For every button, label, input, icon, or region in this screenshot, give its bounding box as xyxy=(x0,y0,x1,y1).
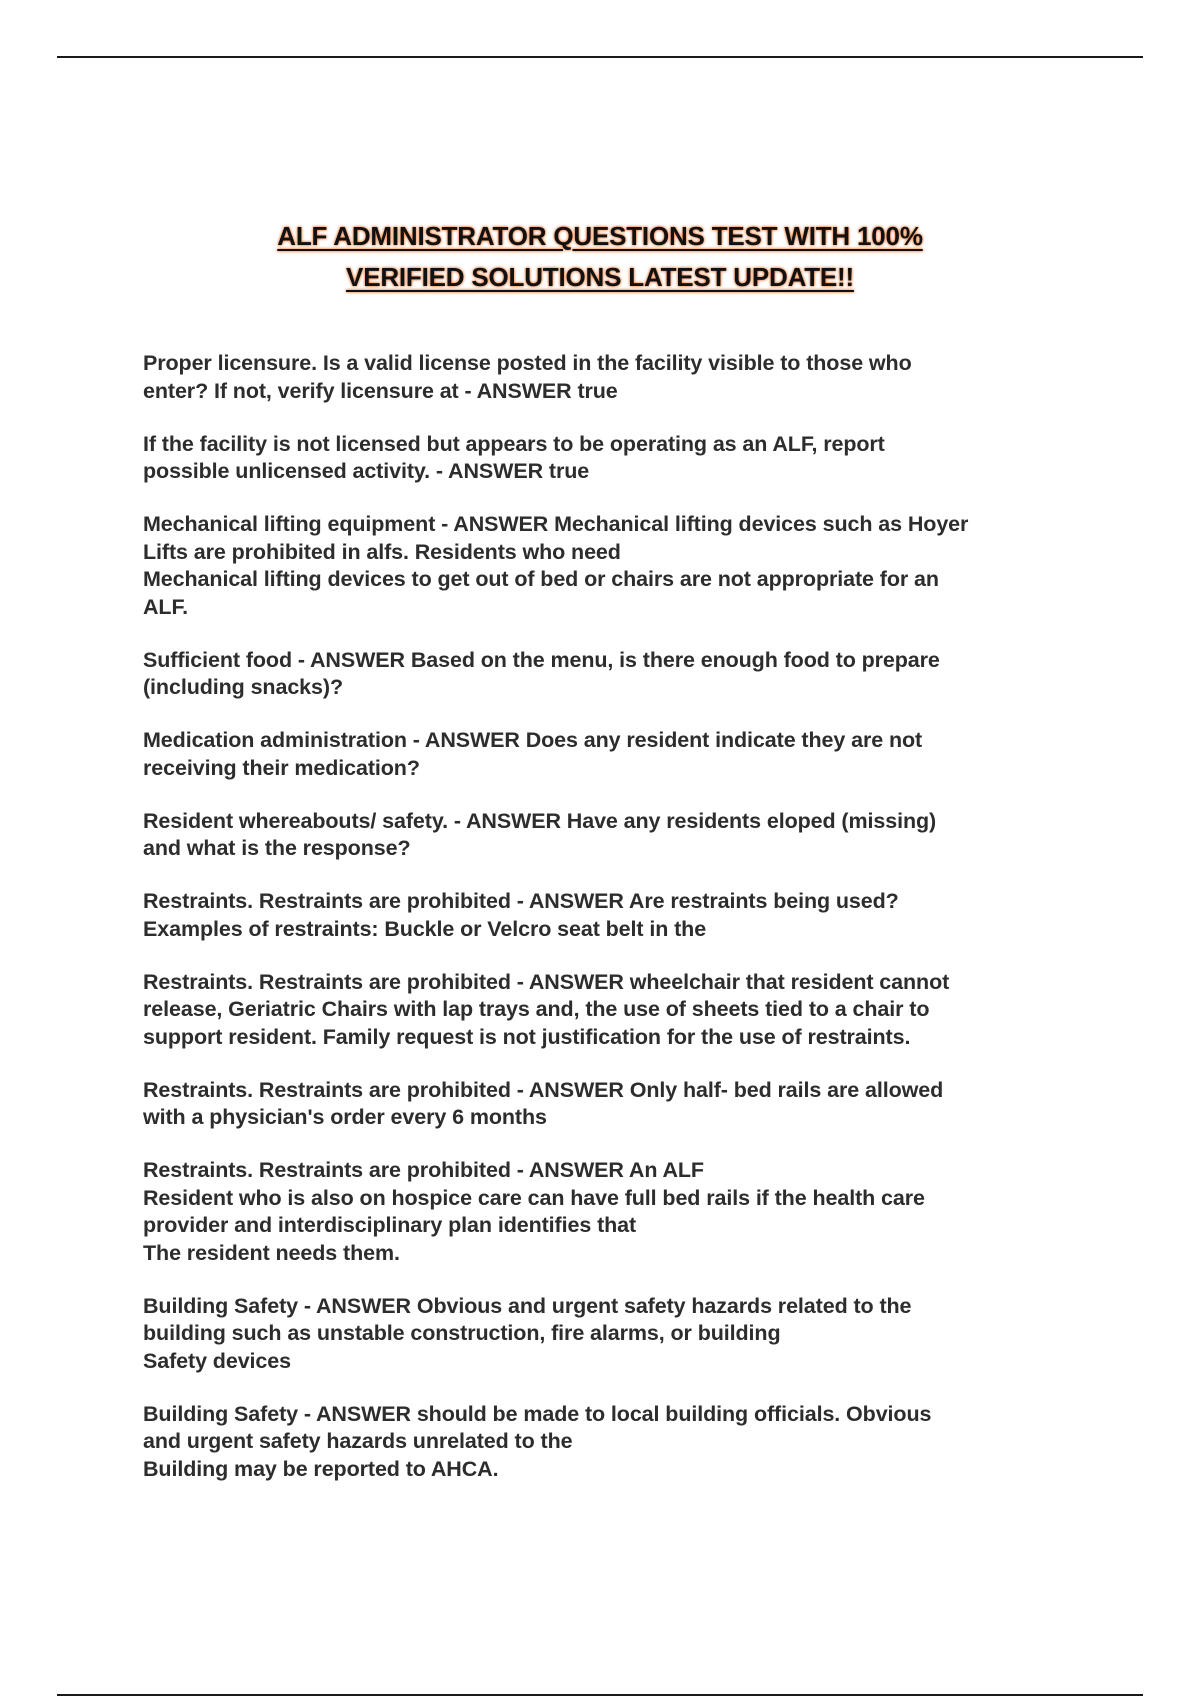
qa-line: Resident who is also on hospice care can have full bed rails if the health care xyxy=(143,1185,925,1210)
document-title xyxy=(0,216,1200,298)
qa-line: Proper licensure. Is a valid license posted in the facility visible to those who xyxy=(143,351,912,375)
qa-item-medication xyxy=(143,727,1088,782)
qa-line: Lifts are prohibited in alfs. Residents who need xyxy=(143,539,621,564)
qa-line: possible unlicensed activity. - ANSWER true xyxy=(143,459,590,483)
qa-item-restraints-2 xyxy=(143,969,1088,1052)
qa-line: enter? If not, verify licensure at - ANSWER true xyxy=(143,378,618,403)
title-line-1: ALF ADMINISTRATOR QUESTIONS TEST WITH 100% xyxy=(277,221,923,251)
qa-line: Restraints. Restraints are prohibited - ANSWER Only half- bed rails are allowed xyxy=(143,1077,944,1102)
qa-line: ALF. xyxy=(143,594,188,619)
qa-line: support resident. Family request is not justification for the use of restraints. xyxy=(143,1024,911,1049)
qa-line: Building may be reported to AHCA. xyxy=(143,1456,499,1481)
qa-item-whereabouts xyxy=(143,808,1088,863)
qa-line: and what is the response? xyxy=(143,836,411,860)
qa-line: Restraints. Restraints are prohibited - ANSWER wheelchair that resident cannot xyxy=(143,969,950,994)
qa-line: receiving their medication? xyxy=(143,755,420,780)
qa-item-building-safety-1 xyxy=(143,1293,1088,1376)
qa-line: Examples of restraints: Buckle or Velcro seat belt in the xyxy=(143,916,707,941)
qa-line: Sufficient food - ANSWER Based on the menu, is there enough food to prepare xyxy=(143,647,940,672)
qa-item-unlicensed-activity xyxy=(143,431,1088,486)
bottom-rule xyxy=(57,1694,1143,1696)
qa-line: The resident needs them. xyxy=(143,1240,400,1265)
qa-line: Restraints. Restraints are prohibited - ANSWER Are restraints being used? xyxy=(143,889,899,913)
qa-line: provider and interdisciplinary plan identifies that xyxy=(143,1213,637,1237)
top-rule xyxy=(57,56,1143,58)
qa-line: Building Safety - ANSWER Obvious and urgent safety hazards related to the xyxy=(143,1293,912,1318)
qa-line: (including snacks)? xyxy=(143,675,343,699)
qa-item-lifting-equipment xyxy=(143,511,1088,621)
qa-line: Medication administration - ANSWER Does any resident indicate they are not xyxy=(143,728,923,752)
qa-list xyxy=(143,350,1088,1509)
qa-line: building such as unstable construction, fire alarms, or building xyxy=(143,1321,781,1345)
title-line-2: VERIFIED SOLUTIONS LATEST UPDATE!! xyxy=(346,262,854,292)
qa-item-building-safety-2 xyxy=(143,1401,1088,1484)
qa-line: Safety devices xyxy=(143,1348,291,1373)
qa-item-restraints-1 xyxy=(143,888,1088,943)
qa-line: Restraints. Restraints are prohibited - ANSWER An ALF xyxy=(143,1158,704,1182)
qa-line: If the facility is not licensed but appears to be operating as an ALF, report xyxy=(143,431,885,456)
qa-item-sufficient-food xyxy=(143,647,1088,702)
qa-line: release, Geriatric Chairs with lap trays and, the use of sheets tied to a chair to xyxy=(143,997,930,1021)
qa-item-restraints-3 xyxy=(143,1077,1088,1132)
qa-line: Building Safety - ANSWER should be made to local building officials. Obvious xyxy=(143,1401,932,1426)
qa-line: with a physician's order every 6 months xyxy=(143,1105,547,1129)
qa-line: and urgent safety hazards unrelated to the xyxy=(143,1429,573,1453)
qa-item-restraints-4 xyxy=(143,1157,1088,1267)
qa-item-licensure xyxy=(143,350,1088,405)
qa-line: Mechanical lifting equipment - ANSWER Mechanical lifting devices such as Hoyer xyxy=(143,512,969,536)
qa-line: Resident whereabouts/ safety. - ANSWER Have any residents eloped (missing) xyxy=(143,808,937,833)
qa-line: Mechanical lifting devices to get out of bed or chairs are not appropriate for an xyxy=(143,567,939,591)
